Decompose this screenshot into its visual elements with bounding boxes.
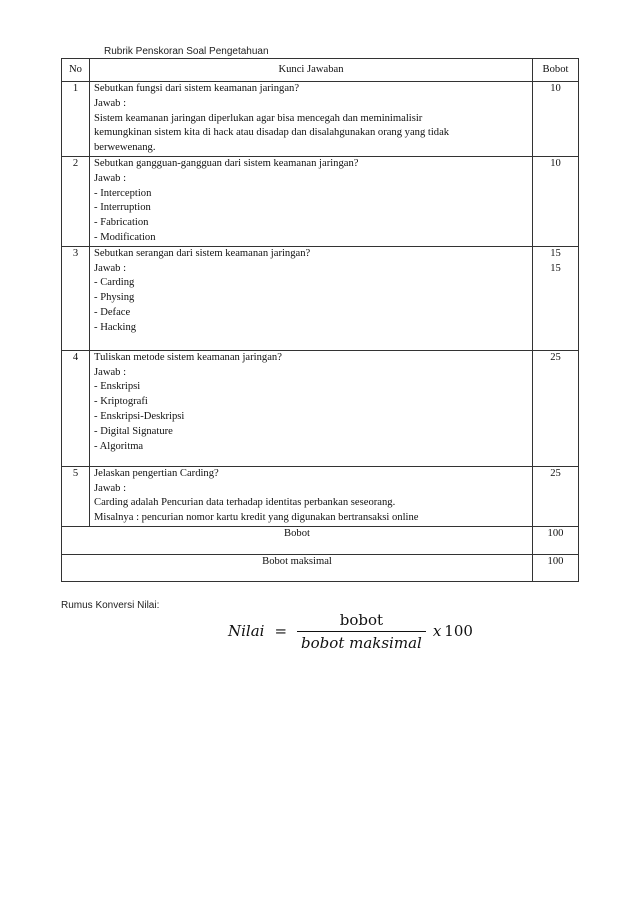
- question-text: Sebutkan serangan dari sistem keamanan jaringan?: [94, 247, 311, 259]
- table-row: [62, 246, 579, 350]
- row-number: 5: [62, 466, 90, 526]
- list-item: - Deface: [94, 306, 528, 321]
- answer-text-line: Misalnya : pencurian nomor kartu kredit yang digunakan bertransaksi online: [94, 512, 419, 524]
- rubric-table: [61, 58, 579, 582]
- score-cell: [533, 246, 579, 350]
- row-number: 3: [62, 246, 90, 350]
- answer-cell: [90, 82, 533, 157]
- max-value: 100: [533, 554, 579, 581]
- question-text: Sebutkan fungsi dari sistem keamanan jaringan?: [94, 83, 300, 94]
- table-row: [62, 156, 579, 246]
- score-cell: [533, 350, 579, 466]
- row-number: 2: [62, 156, 90, 246]
- list-item: - Interception: [94, 187, 528, 202]
- list-item: - Enskripsi-Deskripsi: [94, 410, 528, 425]
- answer-text-line: Carding adalah Pencurian data terhadap identitas perbankan seseorang.: [94, 497, 396, 509]
- max-row: [62, 554, 579, 581]
- score-cell: [533, 82, 579, 157]
- answer-text-line: berwewenang.: [94, 142, 156, 154]
- score-value: 10: [550, 83, 561, 94]
- total-row: [62, 526, 579, 554]
- max-label: Bobot maksimal: [62, 554, 533, 581]
- list-item: - Enskripsi: [94, 380, 528, 395]
- answer-cell: [90, 246, 533, 350]
- score-cell: [533, 466, 579, 526]
- score-cell: [533, 156, 579, 246]
- conversion-formula: [228, 610, 473, 652]
- answer-cell: [90, 466, 533, 526]
- answer-text-line: kemungkinan sistem kita di hack atau disadap dan disalahgunakan orang yang tidak: [94, 127, 450, 139]
- header-answer: Kunci Jawaban: [90, 59, 533, 82]
- answer-list: [94, 380, 528, 454]
- question-text: Tuliskan metode sistem keamanan jaringan?: [94, 351, 282, 363]
- formula-denominator: bobot maksimal: [297, 631, 426, 652]
- row-number: 1: [62, 82, 90, 157]
- score-value: 15: [550, 262, 561, 274]
- jawab-label: Jawab :: [94, 482, 127, 494]
- list-item: - Fabrication: [94, 216, 528, 231]
- list-item: - Digital Signature: [94, 425, 528, 440]
- total-label: Bobot: [62, 526, 533, 554]
- list-item: - Kriptografi: [94, 395, 528, 410]
- table-row: [62, 466, 579, 526]
- jawab-label: Jawab :: [94, 97, 127, 109]
- rubric-rows: [62, 82, 579, 582]
- jawab-label: Jawab :: [94, 262, 127, 274]
- list-item: - Algoritma: [94, 440, 528, 455]
- row-number: 4: [62, 350, 90, 466]
- table-row: [62, 350, 579, 466]
- answer-list: [94, 276, 528, 335]
- score-value: 25: [550, 467, 561, 479]
- list-item: - Interruption: [94, 201, 528, 216]
- formula-label: Rumus Konversi Nilai:: [61, 600, 160, 611]
- list-item: - Modification: [94, 231, 528, 246]
- list-item: - Physing: [94, 291, 528, 306]
- answer-cell: [90, 156, 533, 246]
- question-text: Sebutkan gangguan-gangguan dari sistem keamanan jaringan?: [94, 157, 359, 169]
- table-header-row: [62, 59, 579, 82]
- rubric-caption: Rubrik Penskoran Soal Pengetahuan: [104, 46, 269, 57]
- jawab-label: Jawab :: [94, 366, 127, 378]
- score-value: 10: [550, 157, 561, 169]
- formula-numerator: bobot: [339, 610, 384, 629]
- jawab-label: Jawab :: [94, 172, 127, 184]
- answer-list: [94, 187, 528, 246]
- header-no: No: [62, 59, 90, 82]
- question-text: Jelaskan pengertian Carding?: [94, 467, 219, 479]
- table-row: [62, 82, 579, 157]
- list-item: - Carding: [94, 276, 528, 291]
- score-value: 25: [550, 351, 561, 363]
- formula-lhs: Nilai: [228, 622, 265, 640]
- header-bobot: Bobot: [533, 59, 579, 82]
- formula-times: x: [432, 622, 442, 640]
- formula-fraction: [297, 611, 426, 652]
- answer-cell: [90, 350, 533, 466]
- total-value: 100: [533, 526, 579, 554]
- list-item: - Hacking: [94, 321, 528, 336]
- formula-factor: 100: [444, 622, 473, 640]
- score-value: 15: [550, 247, 561, 259]
- answer-text-line: Sistem keamanan jaringan diperlukan agar bisa mencegah dan meminimalisir: [94, 112, 423, 124]
- formula-equals: =: [274, 622, 288, 640]
